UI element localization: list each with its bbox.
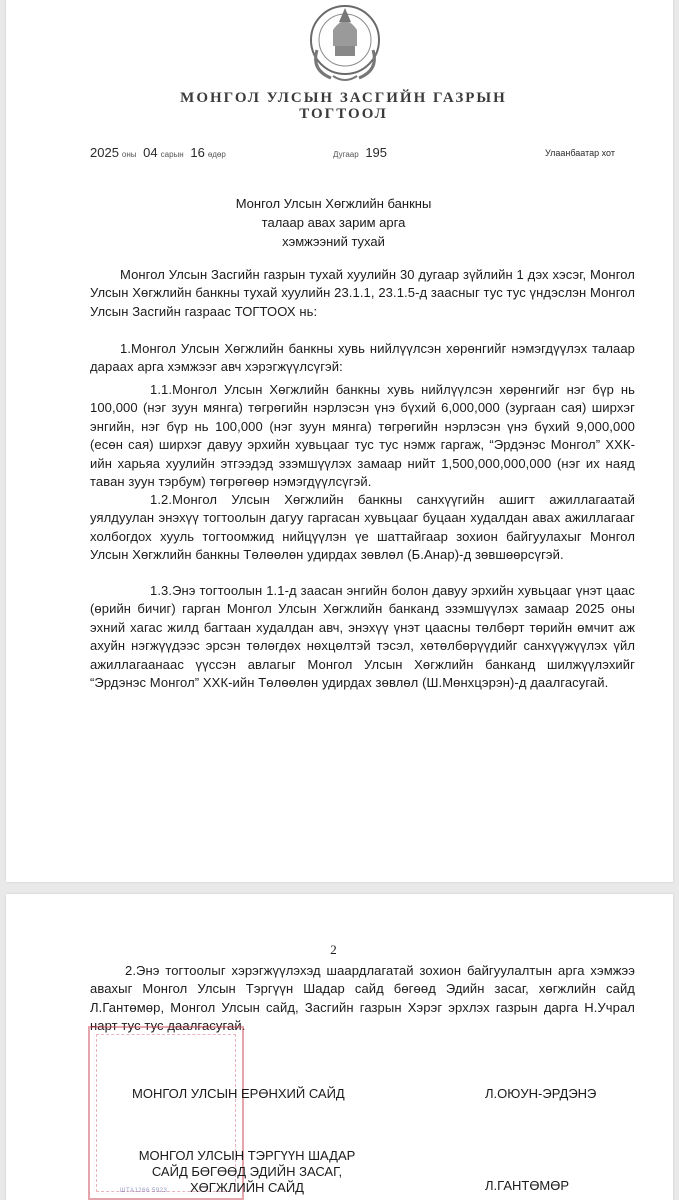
paragraph-preamble: Монгол Улсын Засгийн газрын тухай хуулийн 30 дугаар зүйлийн 1 дэх хэсэг, Монгол Улсын Хөгжлийн банкны тухай хуулийн 23.1.1, 23.1.5-д заасныг тус тус үндэслэн Монгол Улсын Засгийн газраас ТОГТООХ нь: [90, 267, 635, 319]
subject-line: хэмжээний тухай [282, 234, 385, 249]
subject-line: Монгол Улсын Хөгжлийн банкны [235, 196, 432, 211]
paragraph-article-1-1: 1.1.Монгол Улсын Хөгжлийн банкны хувь нийлүүлсэн хөрөнгийг нэг бүр нь 100,000 (нэг зуун мянга) төгрөгийн нэрлэсэн үнэ бүхий 6,000,000 (зургаан сая) ширхэг энгийн, нэг бүр нь 100,000 (нэг зуун мянга) төгрөгийн нэрлэсэн үнэ бүхий 9,000,000 (есөн сая) ширхэг давуу эрхийн хувьцааг тус тус нэмж гаргаж, “Эрдэнэс Монгол” ХХК-ийн харьяа хуулийн этгээдэд эзэмшүүлэх замаар нийт 1,500,000,000,000 (нэг их наяд таван зуун тэрбум) төгрөгөөр нэмэгдүүлсүгэй. [90, 382, 635, 490]
signatory-title-line: САЙД БӨГӨӨД ЭДИЙН ЗАСАГ, [151, 1164, 343, 1179]
date-month-label: сарын [160, 150, 184, 159]
stamp-code: ШТА1266 5923 [120, 1188, 168, 1194]
paragraph-article-1-2: 1.2.Монгол Улсын Хөгжлийн банкны санхүүгийн ашигт ажиллагаатай уялдуулан энэхүү тогтоолын дагуу гаргасан хувьцааг буцаан худалдан авах ажиллагааг холбогдох хууль тогтоомжид нийцүүлэн үе шаттайгаар зохион байгуулахыг Монгол Улсын Хөгжлийн банкны Төлөөлөн удирдах зөвлөл (Б.Анар)-д зөвшөөрсүгэй. [90, 492, 635, 563]
document-header-title: МОНГОЛ УЛСЫН ЗАСГИЙН ГАЗРЫН [180, 90, 507, 106]
paragraph-article-1: 1.Монгол Улсын Хөгжлийн банкны хувь нийлүүлсэн хөрөнгийг нэмэгдүүлэх талаар дараах арга хэмжээг авч хэрэгжүүлсүгэй: [90, 341, 635, 375]
date-year-label: оны [121, 150, 137, 159]
subject-line: талаар авах зарим арга [261, 215, 406, 230]
page-number: 2 [330, 942, 337, 957]
document-city: Улаанбаатар хот [545, 148, 615, 158]
signatory-title-line: МОНГОЛ УЛСЫН ТЭРГҮҮН ШАДАР [138, 1148, 356, 1163]
signatory-title-line: ХӨГЖЛИЙН САЙД [190, 1180, 304, 1195]
date-day-label: өдөр [207, 150, 226, 159]
signatory-title-prime-minister: МОНГОЛ УЛСЫН ЕРӨНХИЙ САЙД [132, 1086, 345, 1101]
date-day: 16 [190, 145, 205, 160]
document-subject [0, 194, 667, 251]
document-number-label: Дугаар [333, 150, 359, 159]
paragraph-article-1-3: 1.3.Энэ тогтоолын 1.1-д заасан энгийн болон давуу эрхийн хувьцааг үнэт цаас (өрийн бичиг) гарган Монгол Улсын Хөгжлийн банканд эзэмшүүлэх замаар 2025 оны эхний хагас жилд багтаан худалдан авч, энэхүү үнэт цаасны төлбөрт төрийн өмчит аж ахуйн нэгжүүдээс эрсэн төлөгдөх нөхцөлтэй тэсэл, хөтөлбөрүүдийг санхүүжүүлэх үйл ажиллагаанаас үүссэн авлагыг Монгол Улсын Хөгжлийн банканд шилжүүлэхийг “Эрдэнэс Монгол” ХХК-ийн Төлөөлөн удирдах зөвлөл (Ш.Мөнхцэрэн)-д даалгасугай. [90, 583, 635, 691]
paragraph-article-2: 2.Энэ тогтоолыг хэрэгжүүлэхэд шаардлагатай зохион байгуулалтын арга хэмжээ авахыг Монгол Улсын Тэргүүн Шадар сайд бөгөөд Эдийн засаг, хөгжлийн сайд Л.Гантөмөр, Монгол Улсын сайд, Засгийн газрын Хэрэг эрхлэх газрын дарга Н.Учрал нарт тус тус даалгасугай. [90, 963, 635, 1034]
date-year: 2025 [90, 145, 119, 160]
document-date [90, 145, 229, 160]
state-emblem-icon [303, 0, 387, 86]
date-month: 04 [143, 145, 158, 160]
document-number [330, 145, 387, 160]
document-number-value: 195 [365, 145, 388, 160]
document-header-type: ТОГТООЛ [299, 106, 388, 122]
signatory-title-deputy-pm [132, 1148, 362, 1196]
signatory-name-prime-minister: Л.ОЮУН-ЭРДЭНЭ [485, 1086, 597, 1101]
signatory-name-deputy-pm: Л.ГАНТӨМӨР [485, 1178, 570, 1193]
